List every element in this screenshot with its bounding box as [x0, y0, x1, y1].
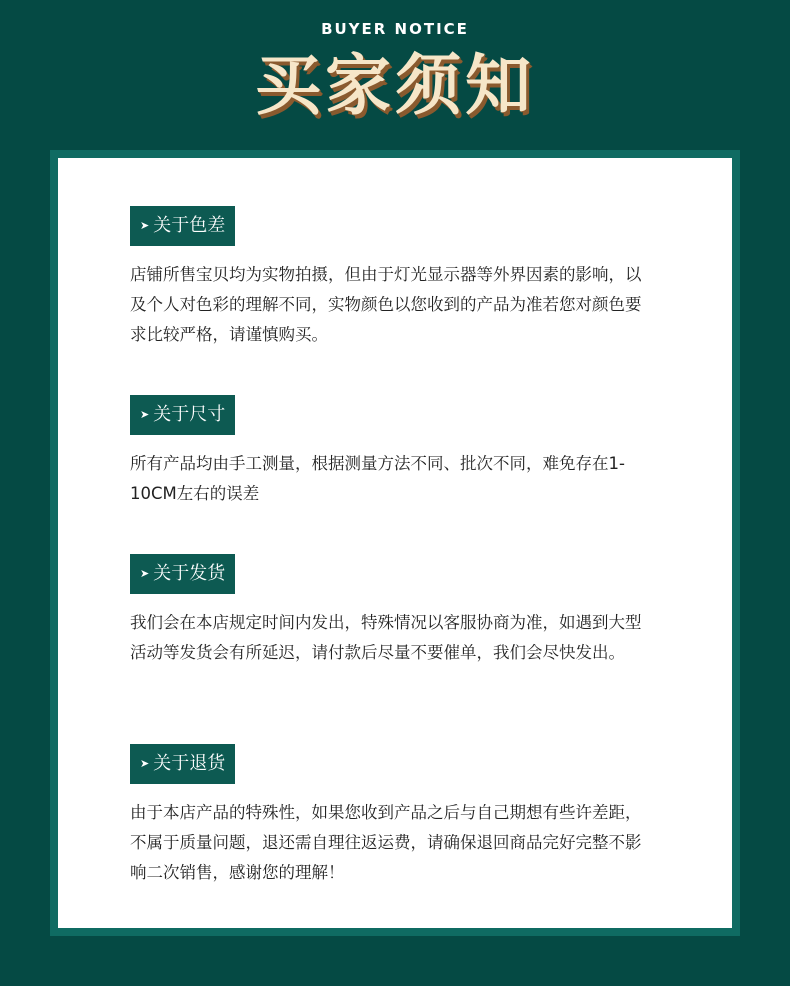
page-title: 买家须知 [255, 47, 535, 124]
arrow-right-icon: ➤ [140, 219, 150, 232]
section-heading: 关于色差 [153, 215, 226, 236]
section-heading-tag [130, 744, 235, 784]
section-size [130, 395, 690, 509]
section-body: 所有产品均由手工测量，根据测量方法不同、批次不同，难免存在1-10CM左右的误差 [130, 454, 625, 503]
section-heading-tag [130, 395, 235, 435]
section-shipping [130, 554, 690, 668]
arrow-right-icon: ➤ [140, 408, 150, 421]
section-body: 由于本店产品的特殊性，如果您收到产品之后与自己期想有些许差距，不属于质量问题，退还需自理往返运费，请确保退回商品完好完整不影响二次销售，感谢您的理解！ [130, 803, 642, 882]
section-heading: 关于尺寸 [153, 404, 226, 425]
arrow-right-icon: ➤ [140, 757, 150, 770]
arrow-right-icon: ➤ [140, 567, 150, 580]
header-subtitle: BUYER NOTICE [321, 20, 469, 38]
notice-card [58, 158, 732, 928]
section-body: 我们会在本店规定时间内发出，特殊情况以客服协商为准，如遇到大型活动等发货会有所延迟，请付款后尽量不要催单，我们会尽快发出。 [130, 613, 642, 662]
section-heading: 关于发货 [153, 563, 226, 584]
section-heading: 关于退货 [153, 753, 226, 774]
section-heading-tag [130, 206, 235, 246]
section-body: 店铺所售宝贝均为实物拍摄，但由于灯光显示器等外界因素的影响，以及个人对色彩的理解不同，实物颜色以您收到的产品为准若您对颜色要求比较严格，请谨慎购买。 [130, 265, 642, 344]
section-color-difference [130, 206, 690, 350]
section-heading-tag [130, 554, 235, 594]
section-returns [130, 744, 690, 888]
